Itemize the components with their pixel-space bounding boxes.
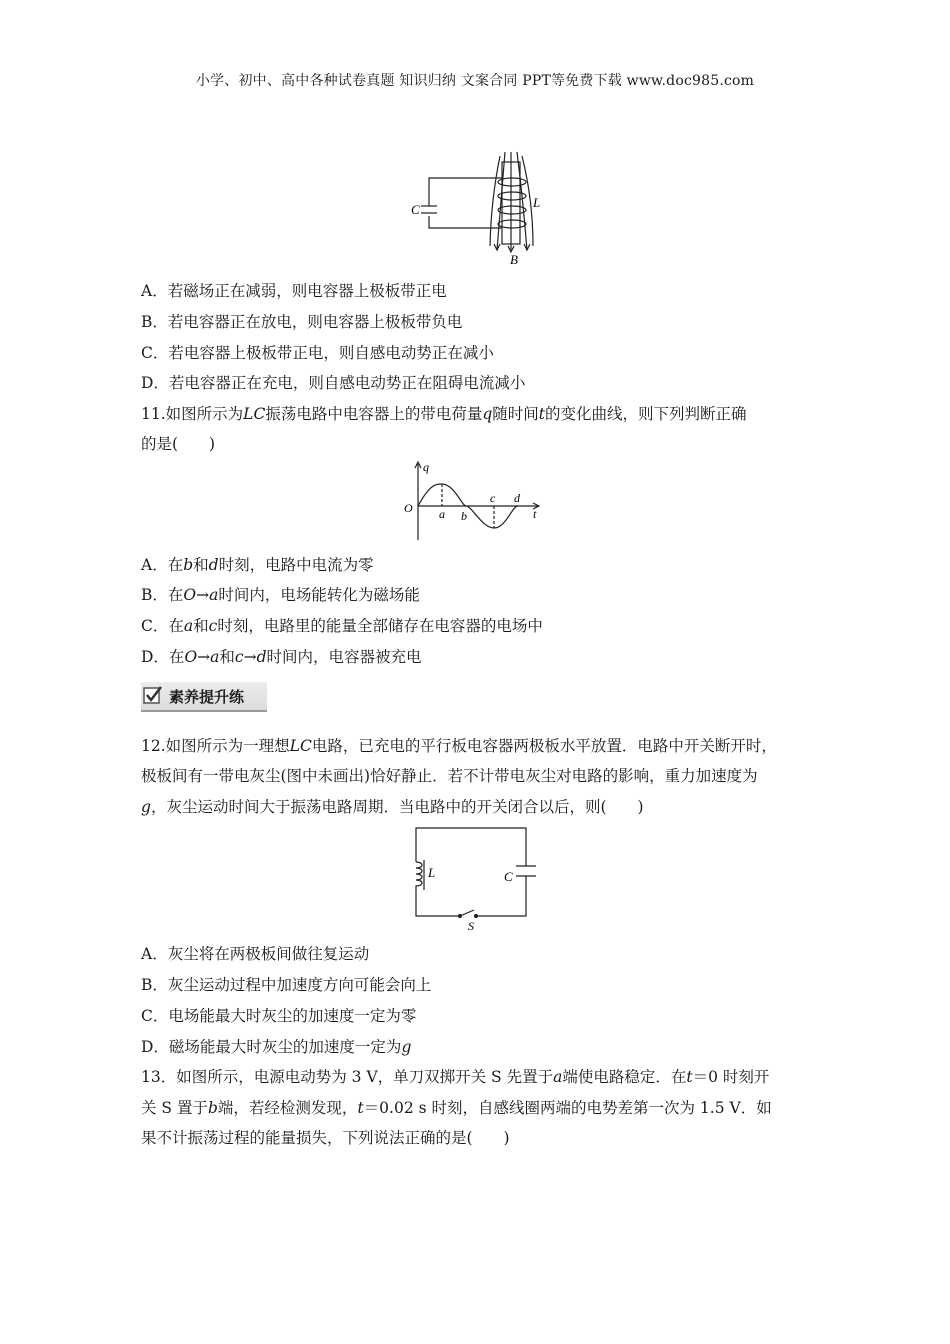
q12-option-d: D．磁场能最大时灰尘的加速度一定为g bbox=[141, 1038, 412, 1056]
graph-label-b: b bbox=[461, 509, 467, 523]
lc-coil-figure bbox=[405, 150, 555, 270]
q11-option-c: C．在a和c时刻，电路里的能量全部储存在电容器的电场中 bbox=[141, 617, 543, 635]
q10-option-c: C．若电容器上极板带正电，则自感电动势正在减小 bbox=[141, 344, 494, 362]
fig1-label-l: L bbox=[533, 195, 541, 210]
wire-top bbox=[429, 178, 502, 206]
q12-option-b: B．灰尘运动过程中加速度方向可能会向上 bbox=[141, 976, 432, 994]
q11-stem-line1: 11.如图所示为LC振荡电路中电容器上的带电荷量q随时间t的变化曲线，则下列判断正确 bbox=[141, 405, 747, 423]
graph-label-d: d bbox=[514, 491, 520, 505]
switch-lever bbox=[460, 910, 474, 916]
switch-contact bbox=[475, 915, 478, 918]
q11-option-a: A．在b和d时刻，电路中电流为零 bbox=[141, 556, 374, 574]
fig2-label-s: S bbox=[468, 919, 474, 932]
q12-stem-line2: 极板间有一带电灰尘(图中未画出)恰好静止．若不计带电灰尘对电路的影响，重力加速度为 bbox=[141, 767, 758, 785]
fig2-label-l: L bbox=[428, 865, 436, 880]
fig1-label-c: C bbox=[411, 202, 420, 217]
q10-option-a: A．若磁场正在减弱，则电容器上极板带正电 bbox=[141, 282, 447, 300]
field-line bbox=[517, 152, 527, 250]
inductor-coil bbox=[416, 862, 422, 888]
checkbox-check-icon bbox=[143, 685, 163, 705]
q11-option-d: D．在O→a和c→d时间内，电容器被充电 bbox=[141, 648, 422, 666]
fig1-label-b: B bbox=[510, 252, 518, 267]
section-title: 素养提升练 bbox=[169, 688, 245, 706]
q11-option-b: B．在O→a时间内，电场能转化为磁场能 bbox=[141, 586, 420, 604]
q10-option-b: B．若电容器正在放电，则电容器上极板带负电 bbox=[141, 313, 463, 331]
page-header: 小学、初中、高中各种试卷真题 知识归纳 文案合同 PPT等免费下载 www.doc985.com bbox=[195, 73, 755, 89]
q12-stem-line1: 12.如图所示为一理想LC电路，已充电的平行板电容器两极板水平放置．电路中开关断开时， bbox=[141, 737, 777, 755]
section-banner bbox=[141, 682, 267, 712]
field-line bbox=[522, 156, 533, 246]
q11-stem-line2: 的是( ) bbox=[141, 435, 216, 453]
wire-left-bottom bbox=[416, 888, 460, 916]
fig2-label-c: C bbox=[504, 869, 513, 884]
lc-switch-figure bbox=[400, 822, 550, 932]
switch-contact bbox=[459, 915, 462, 918]
graph-label-q: q bbox=[423, 460, 429, 474]
q13-stem-line1: 13．如图所示，电源电动势为 3 V，单刀双掷开关 S 先置于a端使电路稳定．在t＝0 时刻开 bbox=[141, 1068, 770, 1086]
q13-stem-line3: 果不计振荡过程的能量损失，下列说法正确的是( ) bbox=[141, 1129, 510, 1147]
q12-option-a: A．灰尘将在两极板间做往复运动 bbox=[141, 945, 370, 963]
wire-top bbox=[416, 828, 526, 866]
q12-option-c: C．电场能最大时灰尘的加速度一定为零 bbox=[141, 1007, 417, 1025]
q-t-graph bbox=[402, 458, 552, 546]
graph-label-c: c bbox=[490, 491, 496, 505]
wire-right-bottom bbox=[476, 876, 526, 916]
q12-stem-line3: g，灰尘运动时间大于振荡电路周期．当电路中的开关闭合以后，则( ) bbox=[141, 798, 644, 816]
graph-label-t: t bbox=[533, 507, 537, 521]
q10-option-d: D．若电容器正在充电，则自感电动势正在阻碍电流减小 bbox=[141, 374, 526, 392]
graph-label-o: O bbox=[404, 501, 413, 515]
graph-label-a: a bbox=[439, 507, 445, 521]
q13-stem-line2: 关 S 置于b端，若经检测发现，t＝0.02 s 时刻，自感线圈两端的电势差第一次为 1.5 V．如 bbox=[141, 1099, 772, 1117]
